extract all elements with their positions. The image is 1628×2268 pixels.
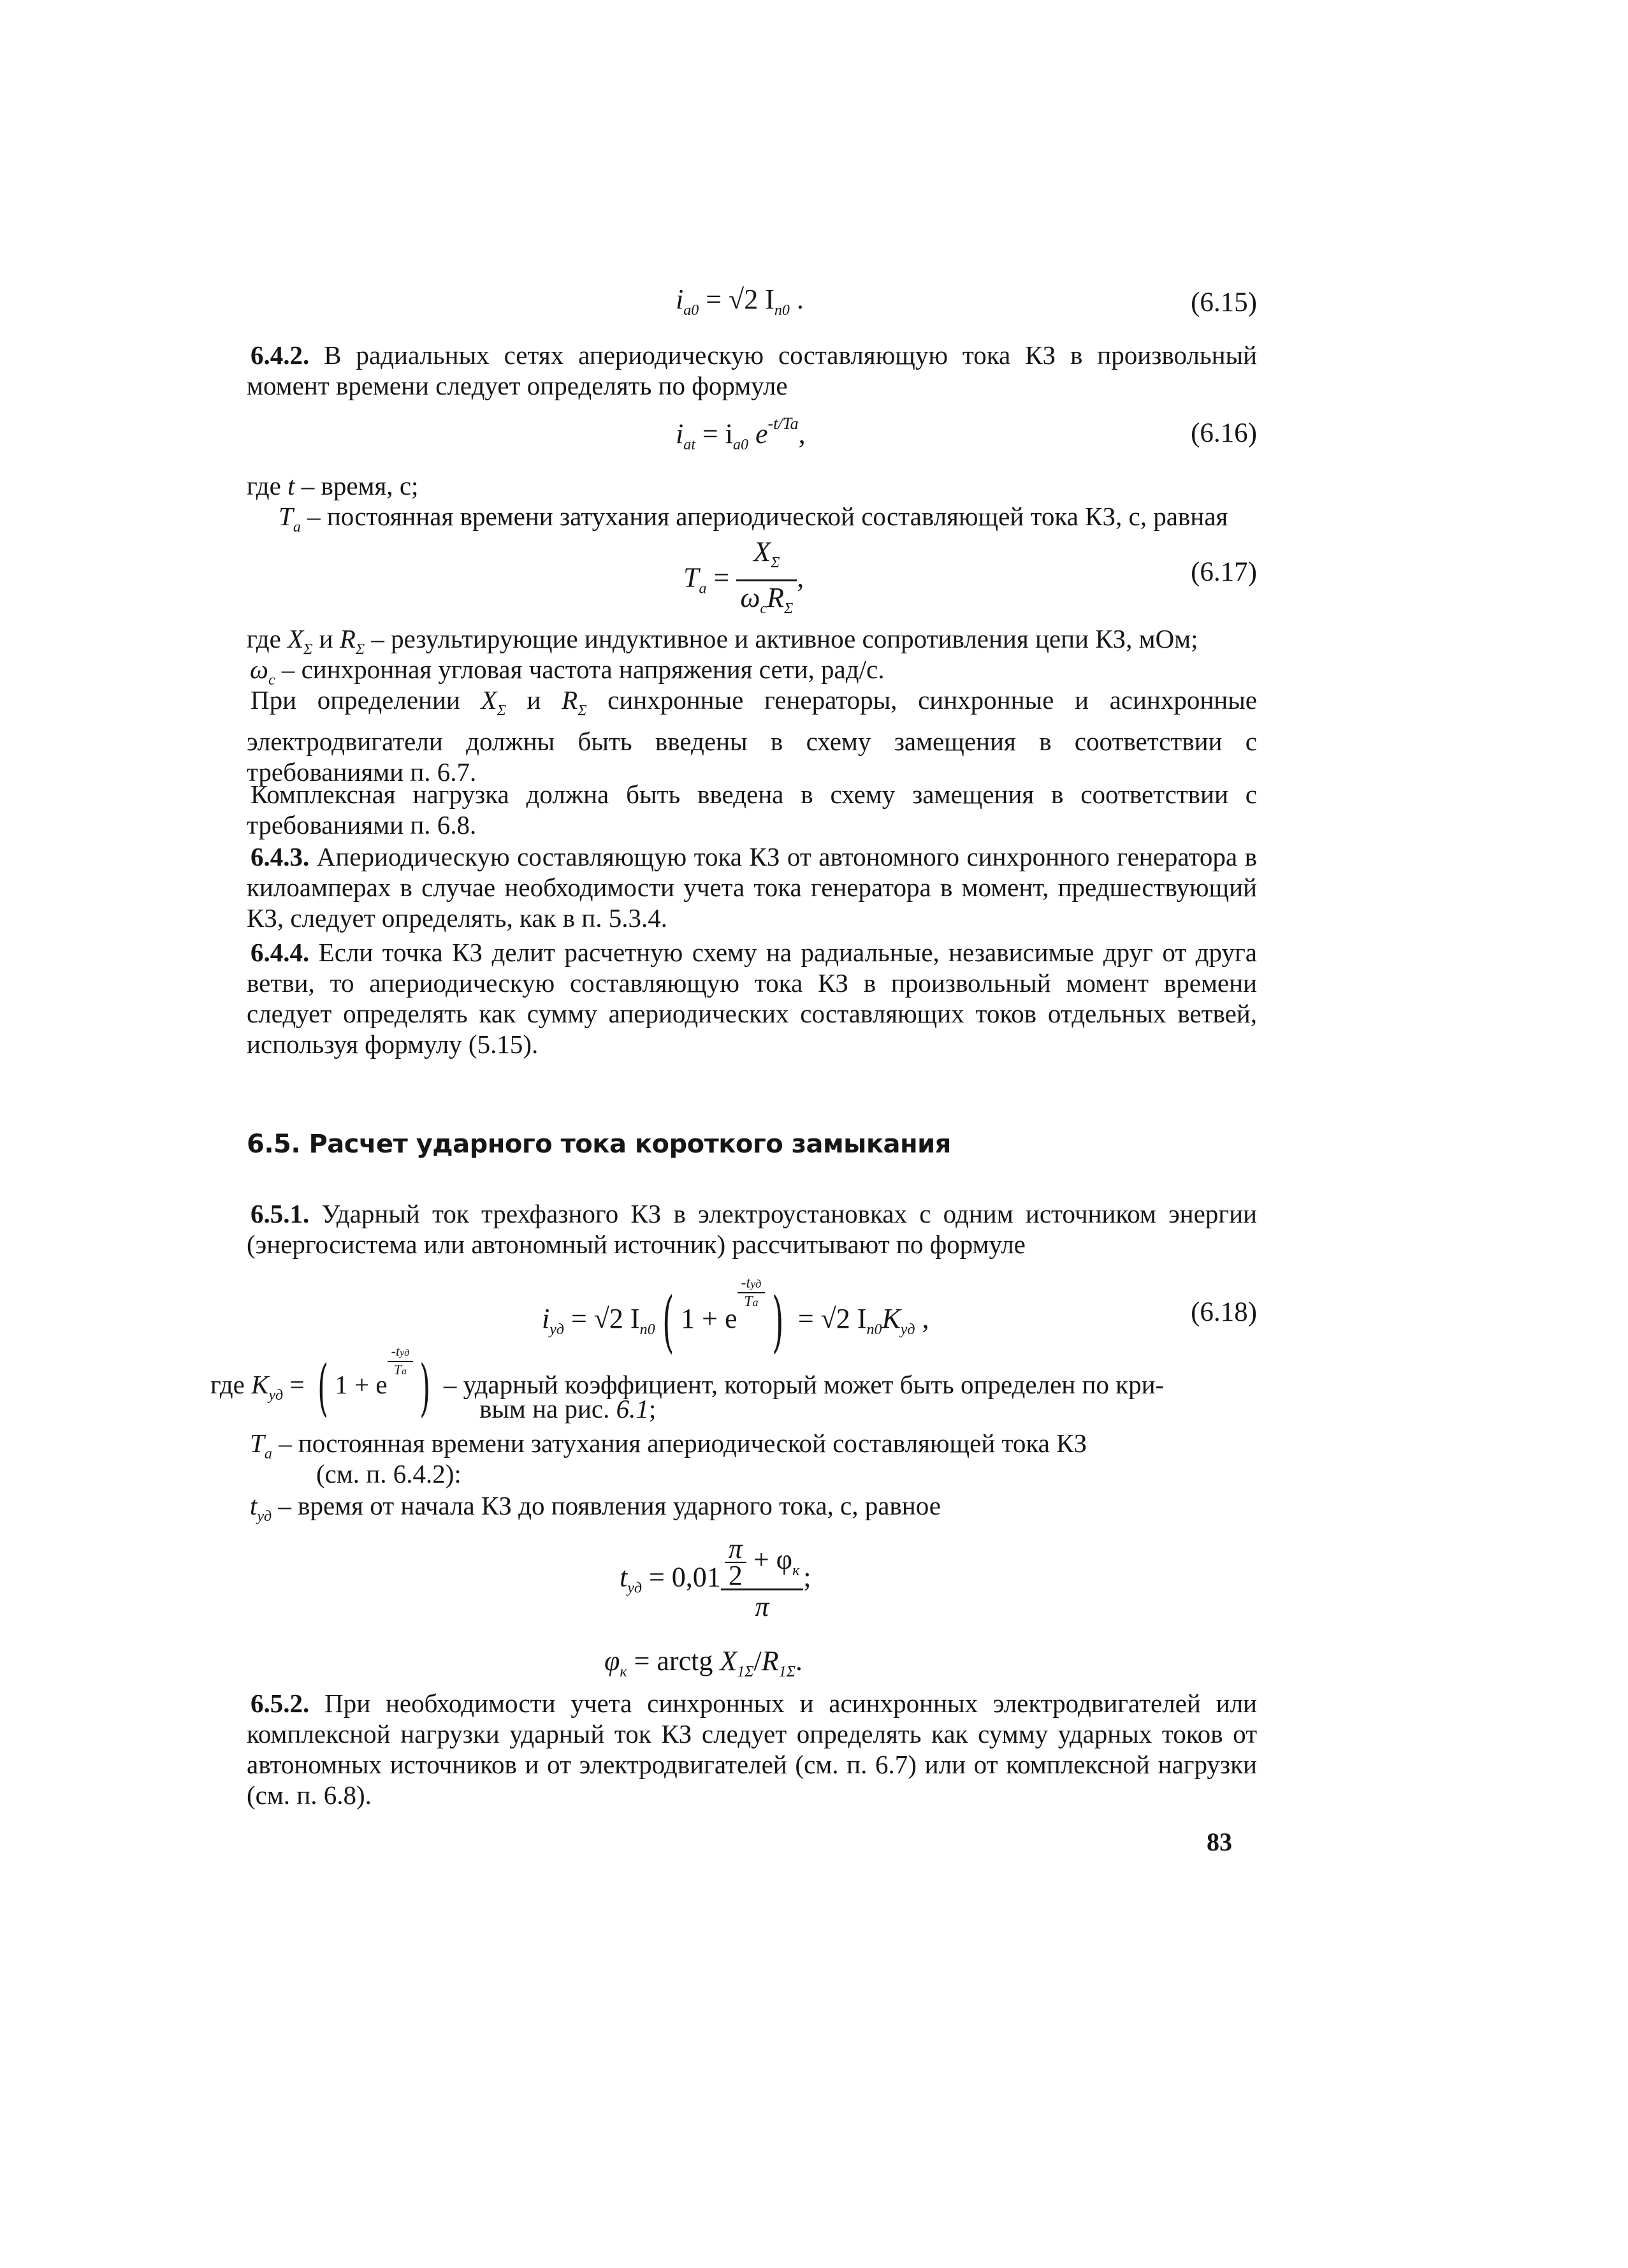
exponent-denominator-subscript: a [402,1366,407,1377]
formula-subscript: 1Σ [778,1664,796,1680]
right-paren: ) [772,1282,784,1360]
fraction-numerator [736,535,797,581]
definition-text: (см. п. 6.4.2): [316,1459,462,1488]
symbol: ω [250,655,268,684]
plus-phi: + φ [746,1544,793,1576]
exponent-numerator [388,1344,414,1362]
formula-6-16 [676,414,806,454]
paragraph-6-5-1 [247,1198,1257,1260]
equation-number-6-16: (6.16) [1191,418,1257,448]
formula-mid: = i [695,418,733,449]
exponent-numerator-subscript: уд [400,1348,410,1358]
exponent-denominator [738,1293,766,1311]
denominator-symbol-2: R [767,582,784,613]
exponent-numerator-subscript: уд [750,1277,762,1290]
formula-6-17 [683,535,804,625]
fraction [721,1533,804,1624]
symbol-subscript: уд [268,1387,284,1404]
formula-exponent: -t/Ta [767,414,799,433]
formula-subscript: 1Σ [737,1664,754,1680]
definition-text: – постоянная времени затухания апериодической составляющей тока КЗ, с, равная [300,502,1228,531]
page-number: 83 [1207,1828,1232,1856]
formula-subscript: п0 [639,1321,655,1338]
formula-tail: . [789,284,804,315]
symbol-subscript: Σ [578,702,587,719]
paragraph-complex-load [247,779,1257,840]
formula-tail: , [915,1303,929,1334]
where-word: где [210,1370,252,1399]
paragraph-6-4-4 [247,937,1257,1059]
formula-tail: , [798,418,806,449]
pi-over-two [725,1533,746,1591]
symbol-subscript: Σ [303,641,313,658]
formula-symbol: i [676,418,684,449]
definition-K [210,1344,1164,1421]
exponent-fraction [388,1344,414,1379]
paragraph-6-4-3 [247,841,1257,933]
denominator-symbol: ω [740,582,760,613]
symbol: T [279,502,293,531]
symbol-subscript: Σ [355,641,365,658]
formula-exp-base: e [748,418,768,449]
clause-number: 6.5.2. [251,1689,310,1718]
one-plus-e: 1 + e [335,1370,388,1399]
formula-subscript: уд [549,1321,564,1338]
definition-text: – результирующие индуктивное и активное сопротивления цепи КЗ, мОм; [365,624,1198,653]
denominator-subscript-2: Σ [783,600,794,617]
definition-tud [250,1490,941,1532]
definition-tail: ; [648,1394,657,1423]
symbol-r: R [339,624,356,653]
left-paren: ( [317,1351,328,1423]
definition-text: – ударный коэффициент, который может быть определен по кри- [437,1370,1165,1399]
formula-subscript: уд [900,1321,915,1338]
formula-slash: / [753,1645,762,1676]
formula-K: K [882,1303,901,1334]
formula-subscript: a0 [683,302,699,319]
section-heading: 6.5. Расчет ударного тока короткого замыкания [247,1130,951,1159]
symbol: T [250,1428,265,1458]
paragraph-text: Апериодическую составляющую тока КЗ от автономного синхронного генератора в килоамперах в случае необходимости учета тока генератора в момент, предшествующий КЗ, следует определять, как в п. 5.3.4. [247,842,1257,933]
symbol-x: X [481,685,497,715]
equation-number-6-15: (6.15) [1191,287,1257,317]
equation-number-6-17: (6.17) [1191,557,1257,587]
paragraph-lead: При определении [251,685,481,715]
fraction-numerator [721,1533,804,1591]
paragraph-text: Если точка КЗ делит расчетную схему на радиальные, независимые друг от друга ветви, то апериодическую составляющую тока КЗ в произвольный момент времени следует определять как сумму апериодических составляющих токов отдельных ветвей, используя формулу (5.15). [247,938,1257,1059]
formula-symbol: i [542,1303,550,1334]
formula-subscript: at [683,437,695,453]
paragraph-text: При необходимости учета синхронных и асинхронных электродвигателей или комплексной нагрузки ударный ток КЗ следует определять как сумму ударных токов от автономных источников и от электродвигателей (см. п. 6.7) или от комплексной нагрузки (см. п. 6.8). [247,1689,1257,1810]
exponent-numerator-text: -t [741,1275,751,1291]
formula-subscript: п0 [774,302,790,319]
paragraph-6-4-2 [247,340,1257,401]
clause-number: 6.4.2. [251,340,310,370]
paragraph-text: В радиальных сетях апериодическую составляющую тока КЗ в произвольный момент времени следует определять по формуле [247,340,1257,400]
symbol-subscript: Σ [497,702,506,719]
formula-rhs: = √2 I [699,284,774,315]
fraction [736,535,797,625]
symbol: t [250,1491,258,1520]
formula-symbol: i [676,284,684,315]
paragraph-text: синхронные генераторы, синхронные и асинхронные электродвигатели должны быть введены в схему замещения в соответствии с требованиями п. 6.7. [247,685,1257,787]
formula-phi [604,1645,803,1681]
definition-text: – постоянная времени затухания апериодической составляющей тока КЗ [272,1428,1087,1458]
formula-subscript: a0 [732,437,748,453]
numerator-subscript: Σ [771,555,780,571]
conjunction: и [312,624,340,653]
two-denominator: 2 [728,1560,743,1591]
symbol-subscript: уд [257,1508,272,1525]
formula-subscript: а [699,580,707,597]
pi-numerator: π [725,1536,746,1563]
exponent-denominator-text: T [393,1362,402,1378]
formula-6-18 [542,1275,929,1360]
formula-subscript: к [620,1664,627,1680]
clause-number: 6.5.1. [251,1199,310,1228]
clause-number: 6.4.3. [251,842,310,871]
definition-text: вым на рис. [479,1394,616,1423]
definition-Ta-2-cont [316,1458,462,1489]
formula-one-plus-e: 1 + e [681,1303,738,1334]
definition-text: – время, с; [294,471,419,500]
formula-6-15 [676,283,804,319]
equation-number-6-18: (6.18) [1191,1297,1257,1327]
exponent-fraction [738,1275,766,1311]
formula-symbol: φ [604,1645,620,1676]
formula-equals: = [706,562,737,593]
exponent-denominator [388,1362,414,1379]
formula-tud [620,1533,811,1624]
symbol-subscript: а [293,519,301,535]
conjunction: и [505,685,562,715]
symbol-r: R [562,685,578,715]
equals: = [283,1370,311,1399]
symbol: K [251,1370,269,1399]
exponent-numerator-text: -t [391,1343,400,1359]
formula-tail: , [797,562,804,593]
formula-rhs-2: = √2 I [790,1303,867,1334]
left-paren: ( [662,1282,674,1360]
paragraph-text: Комплексная нагрузка должна быть введена в схему замещения в соответствии с требованиями п. 6.8. [247,780,1257,840]
exponent-denominator-subscript: а [752,1296,759,1309]
formula-arctg: = arctg [627,1645,720,1676]
definition-t [247,470,418,501]
formula-symbol: t [620,1561,628,1593]
numerator-symbol: X [753,536,771,567]
formula-rhs: = 0,01 [641,1561,721,1593]
exponent-denominator-text: T [744,1293,753,1310]
denominator-subscript: с [760,600,767,617]
paragraph-text: Ударный ток трехфазного КЗ в электроустановках с одним источником энергии (энергосистема или автономный источник) рассчитывают по формуле [247,1199,1257,1259]
fraction-denominator [736,581,797,625]
paragraph-6-5-2 [247,1688,1257,1810]
definition-text: – синхронная угловая частота напряжения сети, рад/с. [275,655,885,684]
definition-text: – время от начала КЗ до появления ударного тока, с, равное [272,1491,941,1520]
phi-subscript: к [792,1562,800,1580]
where-word: где [247,471,288,500]
symbol: t [287,471,295,500]
formula-subscript: уд [627,1580,642,1597]
formula-symbol: T [683,562,699,593]
symbol-subscript: а [264,1446,272,1462]
formula-subscript: п0 [866,1321,882,1338]
paragraph-defining [247,685,1257,787]
formula-tail: . [795,1645,803,1676]
symbol-subscript: с [268,672,275,688]
symbol-x: X [287,624,304,653]
formula-x: X [720,1645,738,1676]
where-word: где [247,624,288,653]
definition-K-cont [479,1393,656,1424]
formula-rhs: = √2 I [563,1303,640,1334]
exponent-numerator [738,1275,766,1293]
right-paren: ) [419,1351,431,1423]
formula-r: R [761,1645,779,1676]
clause-number: 6.4.4. [251,938,310,967]
figure-ref: 6.1 [616,1394,649,1423]
fraction-denominator: π [755,1591,769,1622]
formula-tail: ; [803,1561,811,1593]
